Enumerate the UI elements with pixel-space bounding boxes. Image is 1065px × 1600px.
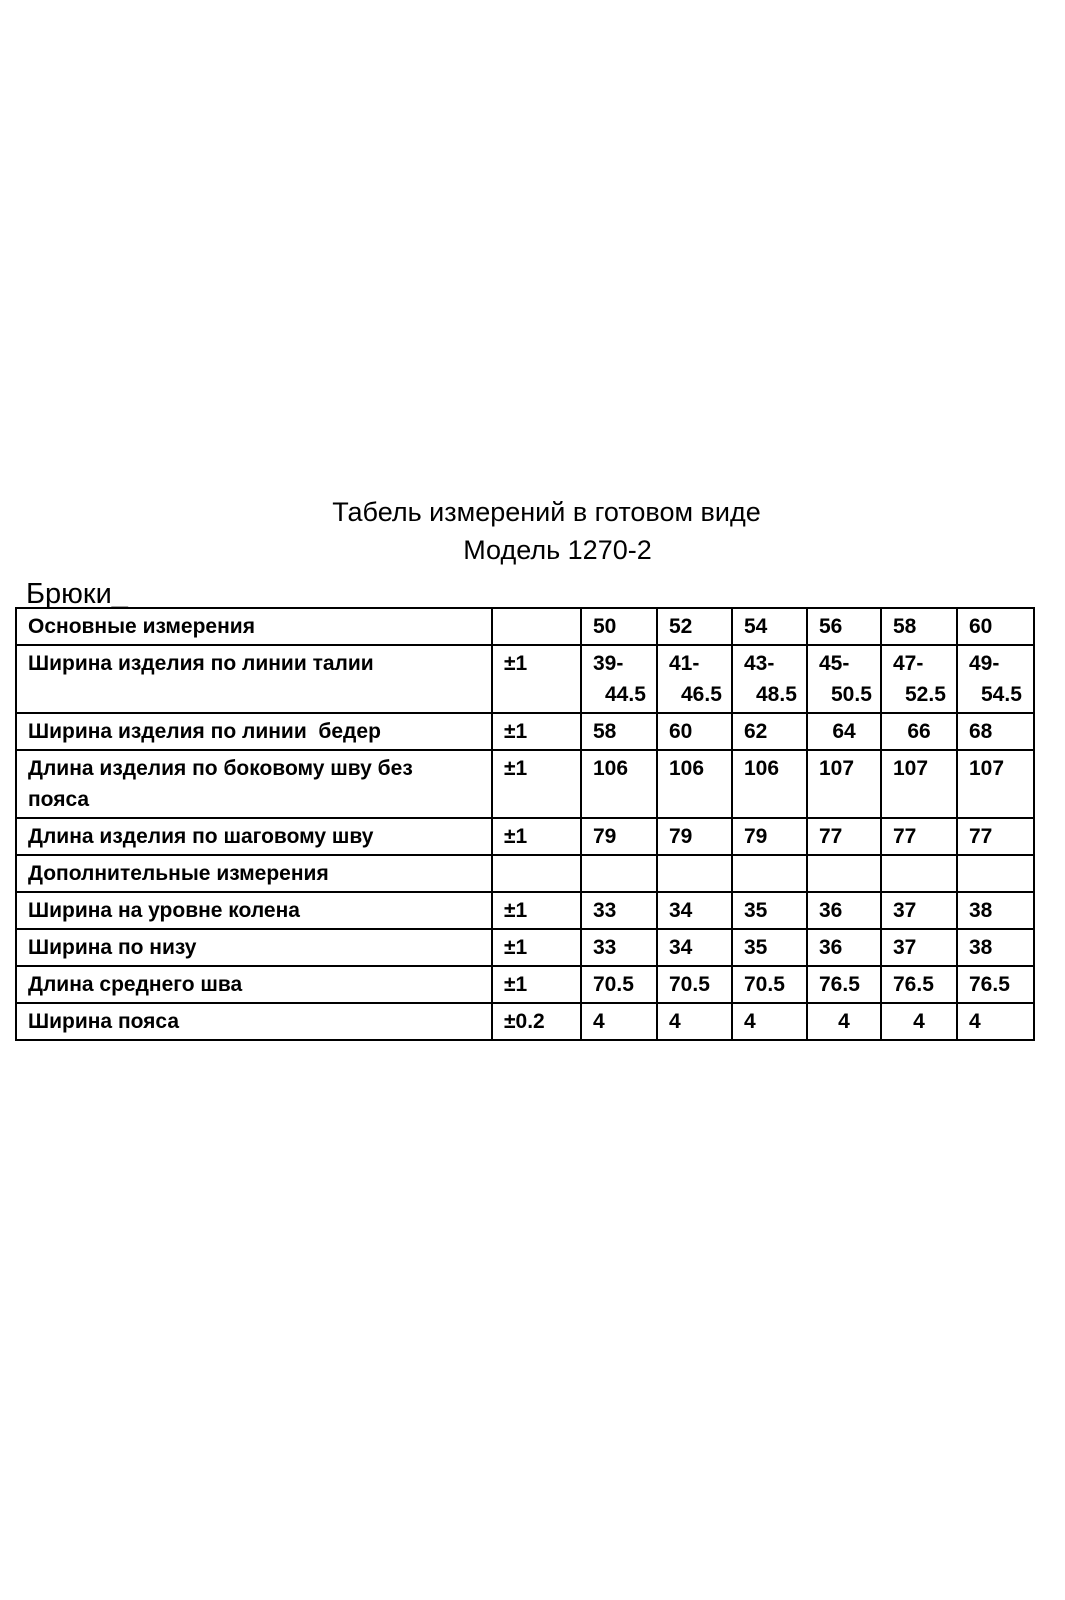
value-cell: 35: [732, 892, 807, 929]
measurement-label: Ширина на уровне колена: [16, 892, 492, 929]
value-cell: 34: [657, 892, 732, 929]
value-cell: 58: [581, 713, 657, 750]
tolerance-cell: ±1: [492, 892, 581, 929]
table-row: [16, 645, 1034, 713]
table-row: [16, 1003, 1034, 1040]
value-cell: 70.5: [657, 966, 732, 1003]
range-start: 49-: [969, 652, 1000, 675]
value-cell: 79: [732, 818, 807, 855]
range-end: 44.5: [605, 683, 646, 706]
range-start: 41-: [669, 652, 700, 675]
value-cell: 38: [957, 892, 1034, 929]
value-cell: 66: [881, 713, 957, 750]
value-cell: 77: [957, 818, 1034, 855]
value-cell: [807, 645, 881, 713]
value-cell: 4: [881, 1003, 957, 1040]
value-cell: [957, 855, 1034, 892]
size-header-cell: 54: [732, 608, 807, 645]
value-cell: 4: [957, 1003, 1034, 1040]
value-cell: 70.5: [732, 966, 807, 1003]
range-end: 48.5: [756, 683, 797, 706]
measurement-label: Ширина изделия по линии талии: [16, 645, 492, 713]
value-cell: 106: [581, 750, 657, 818]
value-cell: 4: [732, 1003, 807, 1040]
measurement-label: Ширина изделия по линии бедер: [16, 713, 492, 750]
range-end: 52.5: [905, 683, 946, 706]
value-cell: 106: [657, 750, 732, 818]
range-end: 54.5: [981, 683, 1022, 706]
value-cell: 68: [957, 713, 1034, 750]
size-header-cell: 52: [657, 608, 732, 645]
value-cell: 107: [807, 750, 881, 818]
table-row: [16, 855, 1034, 892]
table-row: [16, 892, 1034, 929]
size-header-cell: 50: [581, 608, 657, 645]
value-cell: [581, 855, 657, 892]
measurement-label: Длина изделия по шаговому шву: [16, 818, 492, 855]
range-end: 50.5: [831, 683, 872, 706]
value-cell: [881, 855, 957, 892]
value-cell: 36: [807, 929, 881, 966]
value-cell: 76.5: [881, 966, 957, 1003]
value-cell: 4: [581, 1003, 657, 1040]
range-end: 46.5: [681, 683, 722, 706]
table-row: [16, 713, 1034, 750]
value-cell: 79: [581, 818, 657, 855]
value-cell: 36: [807, 892, 881, 929]
tolerance-cell: ±1: [492, 713, 581, 750]
measurement-label: Длина среднего шва: [16, 966, 492, 1003]
value-cell: 76.5: [957, 966, 1034, 1003]
value-cell: 38: [957, 929, 1034, 966]
value-cell: [807, 855, 881, 892]
garment-section-label: Брюки_: [26, 578, 128, 610]
value-cell: 77: [807, 818, 881, 855]
size-header-cell: 58: [881, 608, 957, 645]
value-cell: 77: [881, 818, 957, 855]
value-cell: 33: [581, 892, 657, 929]
value-cell: 33: [581, 929, 657, 966]
tolerance-cell: ±1: [492, 966, 581, 1003]
value-cell: 107: [881, 750, 957, 818]
value-cell: 37: [881, 929, 957, 966]
value-cell: [657, 645, 732, 713]
value-cell: 76.5: [807, 966, 881, 1003]
size-header-label: Основные измерения: [16, 608, 492, 645]
size-header-cell: 56: [807, 608, 881, 645]
size-header-cell: 60: [957, 608, 1034, 645]
range-start: 43-: [744, 652, 775, 675]
value-cell: 64: [807, 713, 881, 750]
section-header-label: Дополнительные измерения: [16, 855, 492, 892]
value-cell: 62: [732, 713, 807, 750]
value-cell: 34: [657, 929, 732, 966]
document-heading: [0, 493, 1065, 569]
value-cell: 4: [657, 1003, 732, 1040]
tolerance-cell: [492, 855, 581, 892]
table-row: [16, 818, 1034, 855]
value-cell: 60: [657, 713, 732, 750]
tolerance-cell: ±1: [492, 929, 581, 966]
range-start: 47-: [893, 652, 924, 675]
size-header-tolerance: [492, 608, 581, 645]
tolerance-cell: ±1: [492, 818, 581, 855]
measurement-label: Ширина пояса: [16, 1003, 492, 1040]
table-row: [16, 929, 1034, 966]
value-cell: 79: [657, 818, 732, 855]
measurement-label: Длина изделия по боковому шву без пояса: [16, 750, 492, 818]
document-title: Табель измерений в готовом виде: [332, 497, 761, 527]
tolerance-cell: ±0.2: [492, 1003, 581, 1040]
measurement-label: Ширина по низу: [16, 929, 492, 966]
range-start: 45-: [819, 652, 850, 675]
value-cell: 37: [881, 892, 957, 929]
table-row: [16, 966, 1034, 1003]
value-cell: 35: [732, 929, 807, 966]
value-cell: 106: [732, 750, 807, 818]
measurement-table: [15, 607, 1035, 1041]
value-cell: 107: [957, 750, 1034, 818]
tolerance-cell: ±1: [492, 645, 581, 713]
size-header-row: [16, 608, 1034, 645]
value-cell: [732, 645, 807, 713]
value-cell: 70.5: [581, 966, 657, 1003]
value-cell: [957, 645, 1034, 713]
table-row: [16, 750, 1034, 818]
value-cell: [657, 855, 732, 892]
range-start: 39-: [593, 652, 624, 675]
model-number: Модель 1270-2: [463, 535, 652, 565]
value-cell: [732, 855, 807, 892]
tolerance-cell: ±1: [492, 750, 581, 818]
value-cell: [581, 645, 657, 713]
value-cell: [881, 645, 957, 713]
value-cell: 4: [807, 1003, 881, 1040]
